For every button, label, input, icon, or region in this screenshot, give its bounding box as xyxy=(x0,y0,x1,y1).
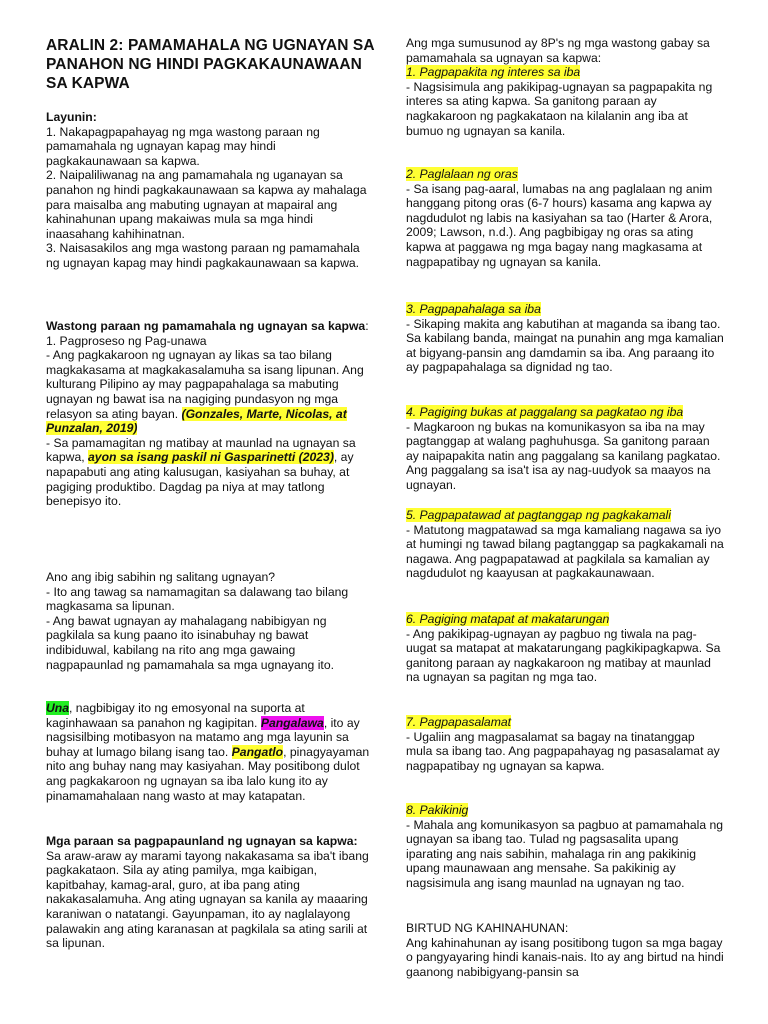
citation-gonzales: (Gonzales, Marte, Nicolas, at Punzalan, 2019) xyxy=(46,406,347,436)
guide-intro: Ang mga sumusunod ay 8P's ng mga wastong gabay sa pamamahala sa ugnayan sa kapwa: xyxy=(406,36,710,65)
third-label: Pangatlo xyxy=(231,744,284,759)
guide-heading-2: 2. Paglalaan ng oras xyxy=(406,167,518,181)
guide-heading-1: 1. Pagpapakita ng interes sa iba xyxy=(406,65,581,80)
guide-heading-6: 6. Pagiging matapat at makatarungan xyxy=(406,612,610,626)
virtue-section xyxy=(406,921,724,979)
development-heading: Mga paraan sa pagpapaunland ng ugnayan sa kapwa: xyxy=(46,834,358,848)
guide-item-2 xyxy=(406,167,724,269)
guide-item-1 xyxy=(406,65,724,80)
development-section xyxy=(46,834,372,951)
processing-title: 1. Pagproseso ng Pag-unawa xyxy=(46,333,207,348)
guide-heading-4: 4. Pagiging bukas at paggalang sa pagkatao ng iba xyxy=(406,405,684,419)
objectives-section xyxy=(46,110,372,271)
guide-item-6 xyxy=(406,612,724,685)
guide-intro-block xyxy=(406,36,724,138)
proper-ways-heading-line xyxy=(46,319,372,334)
guide-item-3 xyxy=(406,302,724,375)
guide-item-5 xyxy=(406,508,724,581)
virtue-text: Ang kahinahunan ay isang positibong tugon sa mga bagay o pangyayaring hindi kanais-nais. Ito ay ang birtud na hindi gaanong nabibigyang-pansin sa xyxy=(406,935,724,979)
objective-1: 1. Nakapagpapahayag ng mga wastong paraan ng pamamahala ng ugnayan kapag may hindi pagkakaunawaan sa kapwa. xyxy=(46,124,320,168)
strong-ties-text-1: - Sa pamamagitan ng matibay at maunlad na ugnayan sa kapwa, xyxy=(46,435,356,465)
benefits-section xyxy=(46,701,372,803)
citation-gasparinetti: ayon sa isang paskil ni Gasparinetti (2023) xyxy=(88,450,334,465)
processing-text: - Ang pagkakaroon ng ugnayan ay likas sa tao bilang magkakasama at magkakasalamuha sa isang lipunan. Ang kulturang Pilipino ay may pagpapahalaga sa mabuting ugnayan ng bawat isa na nagiging pundasyon ng mga relasyon sa ating bayan. xyxy=(46,348,364,421)
guide-heading-8: 8. Pakikinig xyxy=(406,803,469,817)
guide-text-3: - Sikaping makita ang kabutihan at maganda sa ibang tao. Sa kabilang banda, maingat na punahin ang mga kamalian at bigyang-pansin ang damdamin sa iba. Ang paraang ito ay pagpapahalaga sa dignidad ng tao. xyxy=(406,316,724,375)
objective-2: 2. Naipaliliwanag na ang pamamahala ng uganayan sa panahon ng hindi pagkakaunawaan sa kapwa ay mahalaga para maisalba ang mabuting ugnayan at mapairal ang kahinahunan upang makaiwas mula sa mga hindi inaasahang kahihinatnan. xyxy=(46,168,367,241)
guide-item-4 xyxy=(406,405,724,493)
meaning-answer-2: - Ang bawat ugnayan ay mahalagang nabibigyan ng pagkilala sa kung paano ito isinabuhay ng bawat indibiduwal, kabilang na rito ang mga gawaing nagpapaunlad ng pamamahala sa mga ugnayang ito. xyxy=(46,613,334,672)
guide-text-4: - Magkaroon ng bukas na komunikasyon sa iba na may pagtanggap at walang paghuhusga. Sa ganitong paraan ay naipapakita natin ang paggalang sa kanilang pagkatao. Ang paggalang sa isa't isa ay nag-uudyok sa maayos na ugnayan. xyxy=(406,419,721,492)
guide-text-5: - Matutong magpatawad sa mga kamaliang nagawa sa iyo at humingi ng tawad bilang pagtanggap sa pagkakamali na nagawa. Ang pagpapatawad at pagkilala sa kamalian ay nagdudulot ng kaayusan at pagkakaunawaan. xyxy=(406,522,724,581)
strong-ties-paragraph xyxy=(46,436,372,509)
objective-3: 3. Naisasakilos ang mga wastong paraan ng pamamahala ng ugnayan kapag may hindi pagkakaunawaan sa kapwa. xyxy=(46,241,360,270)
guide-item-8 xyxy=(406,803,724,891)
development-text: Sa araw-araw ay marami tayong nakakasama sa iba't ibang pagkakataon. Sila ay ating pamilya, mga kaibigan, kapitbahay, kamag-aral, guro, at iba pang ating nakakasalamuha. Ang ating ugnayan sa kanila ay maaaring karaniwan o natatangi. Gayunpaman, ito ay naglalayong palawakin ang ating karanasan at pagkilala sa ating sarili at sa lipunan. xyxy=(46,848,369,951)
meaning-question: Ano ang ibig sabihin ng salitang ugnayan? xyxy=(46,570,276,584)
benefits-paragraph xyxy=(46,701,372,803)
guide-item-7 xyxy=(406,715,724,773)
lesson-title: ARALIN 2: PAMAMAHALA NG UGNAYAN SA PANAHON NG HINDI PAGKAKAUNAWAAN SA KAPWA xyxy=(46,37,375,92)
proper-ways-heading: Wastong paraan ng pamamahala ng ugnayan sa kapwa xyxy=(46,319,366,333)
proper-ways-colon: : xyxy=(365,319,369,333)
guide-text-2: - Sa isang pag-aaral, lumabas na ang paglalaan ng anim hanggang pitong oras (6-7 hours) kasama ang kapwa ay nagdudulot ng labis na kasiyahan sa tao (Harter & Arora, 2009; Lawson, n.d.). Ang pagbibigay ng oras sa ating kapwa at paggawa ng mga bagay nang magkasama at nagpapatibay ng ugnayan sa kanila. xyxy=(406,181,713,269)
guide-text-6: - Ang pakikipag-ugnayan ay pagbuo ng tiwala na pag-uugat sa matapat at makatarungang pagkikipagkapwa. Sa ganitong paraan ay nagkakaroon ng matibay at maunlad na ugnayan sa pagitan ng mga tao. xyxy=(406,626,721,685)
guide-heading-3: 3. Pagpapahalaga sa iba xyxy=(406,302,541,316)
objectives-heading: Layunin: xyxy=(46,110,97,124)
virtue-heading: BIRTUD NG KAHINAHUNAN: xyxy=(406,921,569,935)
third-text: , pinagyayaman nito ang buhay nang may kasiyahan. May positibong dulot ang pagkakaroon ng ugnayan sa iba lalo kung ito ay pinamamahalaan nang wasto at may katapatan. xyxy=(46,744,370,803)
guide-heading-7: 7. Pagpapasalamat xyxy=(406,715,512,729)
first-label: Una xyxy=(46,701,70,715)
second-label: Pangalawa xyxy=(260,715,324,730)
guide-text-1: - Nagsisimula ang pakikipag-ugnayan sa pagpapakita ng interes sa ating kapwa. Sa ganitong paraan ay nagkakaroon ng pagkakataon na kilalanin ang iba at bumuo ng ugnayan sa kanila. xyxy=(406,79,713,138)
first-text: , nagbibigay ito ng emosyonal na suporta at kaginhawaan sa panahon ng kagipitan. xyxy=(46,701,305,730)
guide-heading-5: 5. Pagpapatawad at pagtanggap ng pagkakamali xyxy=(406,508,671,522)
second-text: , ito ay nagsisilbing motibasyon na matamo ang mga layunin sa buhay at lumago bilang isang tao. xyxy=(46,715,360,759)
guide-text-8: - Mahala ang komunikasyon sa pagbuo at pamamahala ng ugnayan sa ibang tao. Tulad ng pagsasalita upang iparating ang nais sabihin, mahalaga rin ang pakikinig upang maunawaan ang mensahe. Sa pakikinig ay nagsisimula ang isang maunlad na ugnayan ng tao. xyxy=(406,817,724,890)
processing-paragraph xyxy=(46,348,372,436)
meaning-section xyxy=(46,570,372,672)
proper-ways-section xyxy=(46,319,372,509)
strong-ties-text-2: , ay napapabuti ang ating kalusugan, kasiyahan sa buhay, at pagiging produktibo. Dagdag pa niya at may tatlong benepisyo ito. xyxy=(46,450,354,509)
guide-text-7: - Ugaliin ang magpasalamat sa bagay na tinatanggap mula sa ibang tao. Ang pagpapahayag ng pasasalamat ay nagpapatibay ng ugnayan sa kapwa. xyxy=(406,729,720,773)
meaning-answer-1: - Ito ang tawag sa namamagitan sa dalawang tao bilang magkasama sa lipunan. xyxy=(46,584,349,614)
